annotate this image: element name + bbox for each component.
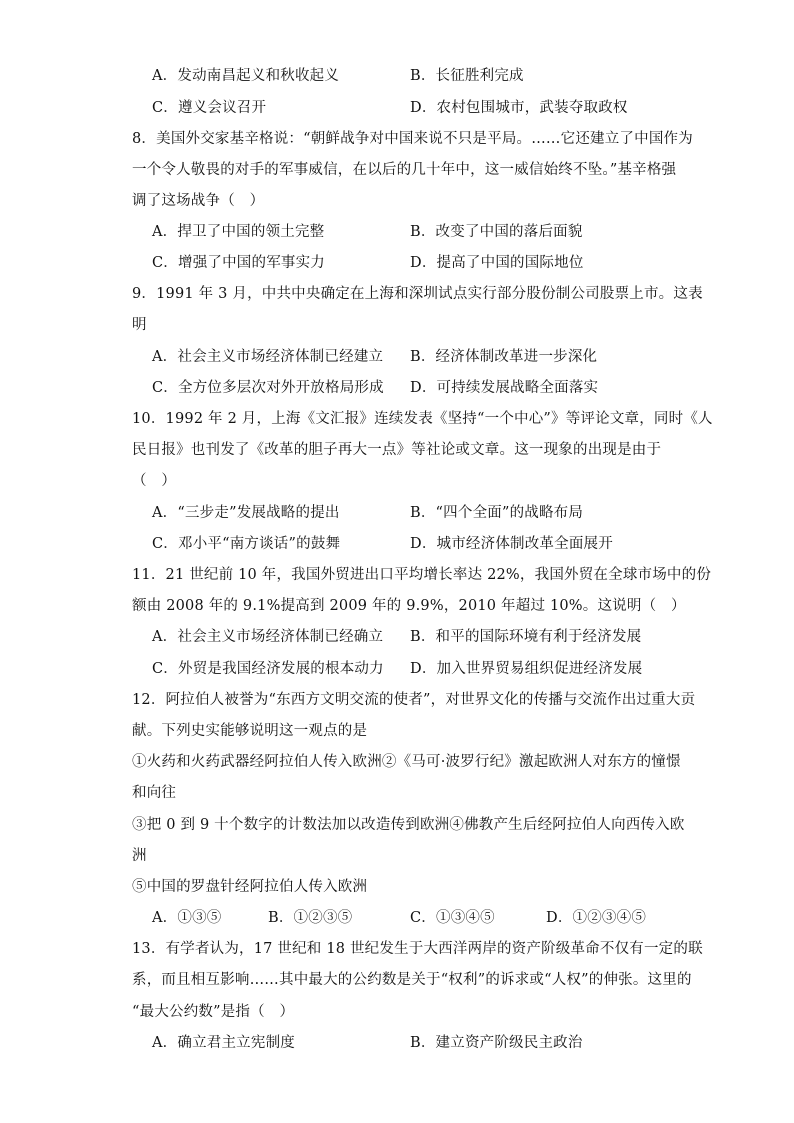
q7-option-a: A．发动南昌起义和秋收起义 (152, 68, 340, 84)
q8-option-c: C．增强了中国的军事实力 (152, 255, 325, 271)
q8-stem-line-1: 8．美国外交家基辛格说：“朝鲜战争对中国来说不只是平局。……它还建立了中国作为 (132, 131, 693, 147)
q12-stem-line-3: ①火药和火药武器经阿拉伯人传入欧洲②《马可·波罗行纪》激起欧洲人对东方的憧憬 (132, 754, 681, 770)
q7-option-b: B．长征胜利完成 (410, 68, 524, 84)
q12-stem-line-4: 和向往 (132, 785, 177, 801)
q9-option-d: D．可持续发展战略全面落实 (410, 380, 599, 396)
q10-option-b: B．“四个全面”的战略布局 (410, 505, 584, 521)
q11-option-c: C．外贸是我国经济发展的根本动力 (152, 661, 384, 677)
q13-option-a: A．确立君主立宪制度 (152, 1035, 295, 1051)
q11-option-b: B．和平的国际环境有利于经济发展 (410, 629, 642, 645)
q13-stem-line-3: “最大公约数”是指（ ） (132, 1004, 295, 1020)
q12-option-b: B．①②③⑤ (268, 910, 353, 926)
q13-stem-line-2: 系，而且相互影响……其中最大的公约数是关于“权利”的诉求或“人权”的伸张。这里的 (132, 972, 692, 988)
q7-option-d: D．农村包围城市，武装夺取政权 (410, 100, 628, 116)
q10-stem-line-2: 民日报》也刊发了《改革的胆子再大一点》等社论或文章。这一现象的出现是由于 (132, 442, 662, 458)
q8-stem-line-2: 一个令人敬畏的对手的军事威信，在以后的几十年中，这一威信始终不坠。”基辛格强 (132, 162, 677, 178)
q7-option-c: C．遵义会议召开 (152, 100, 267, 116)
q13-stem-line-1: 13．有学者认为，17 世纪和 18 世纪发生于大西洋两岸的资产阶级革命不仅有一定的联 (132, 941, 703, 957)
q12-stem-line-1: 12．阿拉伯人被誉为“东西方文明交流的使者”，对世界文化的传播与交流作出过重大贡 (132, 692, 696, 708)
q12-option-c: C．①③④⑤ (410, 910, 495, 926)
q9-stem-line-1: 9．1991 年 3 月，中共中央确定在上海和深圳试点实行部分股份制公司股票上市。这表 (132, 286, 703, 302)
q8-stem-line-3: 调了这场战争（ ） (132, 193, 265, 209)
q12-option-d: D．①②③④⑤ (546, 910, 647, 926)
q9-option-b: B．经济体制改革进一步深化 (410, 349, 598, 365)
q12-stem-line-2: 献。下列史实能够说明这一观点的是 (132, 723, 368, 739)
q10-option-c: C．邓小平“南方谈话”的鼓舞 (152, 536, 341, 552)
q10-stem-line-1: 10．1992 年 2 月，上海《文汇报》连续发表《坚持“一个中心”》等评论文章，同时《人 (132, 411, 713, 427)
q8-option-a: A．捍卫了中国的领土完整 (152, 224, 325, 240)
q9-option-c: C．全方位多层次对外开放格局形成 (152, 380, 384, 396)
q11-stem-line-2: 额由 2008 年的 9.1%提高到 2009 年的 9.9%，2010 年超过 10%。这说明（ ） (132, 598, 686, 614)
q8-option-d: D．提高了中国的国际地位 (410, 255, 584, 271)
q11-option-d: D．加入世界贸易组织促进经济发展 (410, 661, 643, 677)
q11-option-a: A．社会主义市场经济体制已经确立 (152, 629, 384, 645)
q10-option-a: A．“三步走”发展战略的提出 (152, 505, 340, 521)
q12-stem-line-6: 洲 (132, 848, 147, 864)
q9-option-a: A．社会主义市场经济体制已经建立 (152, 349, 384, 365)
q9-stem-line-2: 明 (132, 317, 147, 333)
q10-stem-line-3: （ ） (132, 473, 177, 489)
q8-option-b: B．改变了中国的落后面貌 (410, 224, 583, 240)
q10-option-d: D．城市经济体制改革全面展开 (410, 536, 613, 552)
q12-stem-line-5: ③把 0 到 9 十个数字的计数法加以改造传到欧洲④佛教产生后经阿拉伯人向西传入欧 (132, 817, 685, 833)
q11-stem-line-1: 11．21 世纪前 10 年，我国外贸进出口平均增长率达 22%，我国外贸在全球市场中的份 (132, 567, 712, 583)
q13-option-b: B．建立资产阶级民主政治 (410, 1035, 583, 1051)
q12-option-a: A．①③⑤ (152, 910, 222, 926)
q12-stem-line-7: ⑤中国的罗盘针经阿拉伯人传入欧洲 (132, 879, 368, 895)
